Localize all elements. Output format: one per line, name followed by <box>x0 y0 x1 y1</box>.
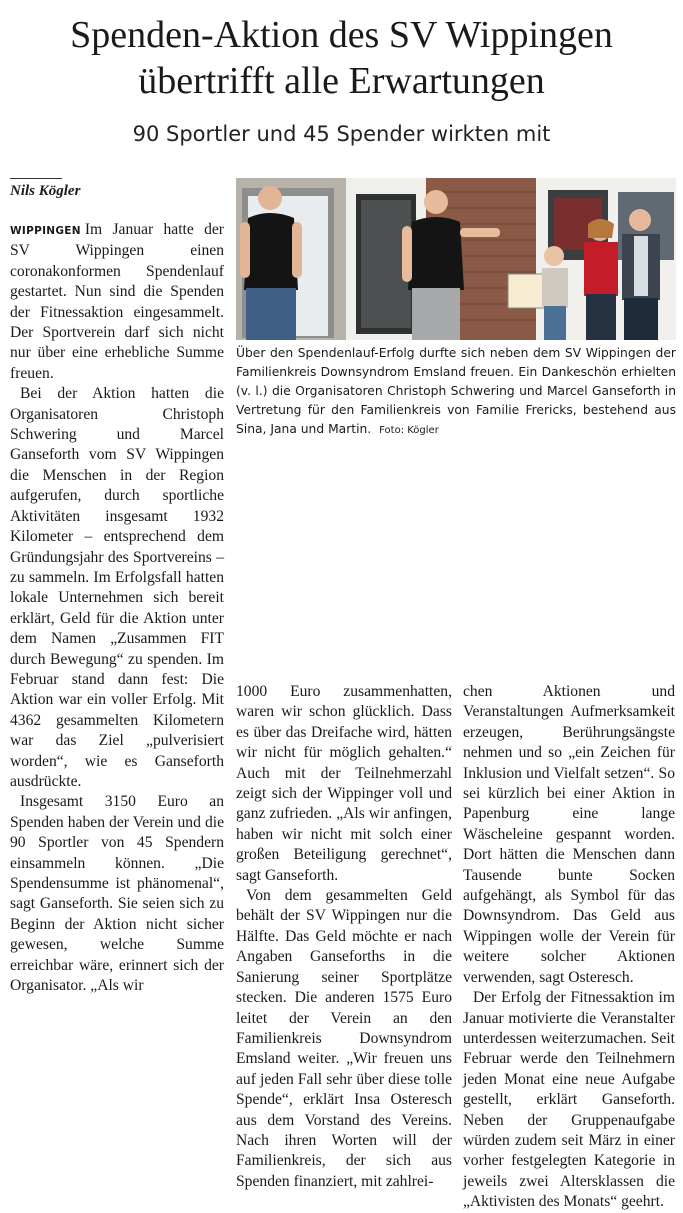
body-paragraph: Bei der Aktion hatten die Organisatoren Christoph Schwering und Marcel Ganseforth vom SV Wippingen die Menschen in der Region aufgerufen, durch sportliche Aktivitäten insgesamt 1932 Kilometer – entsprechend dem Gründungsjahr des Sportvereins – zu sammeln. Im Erfolgsfall hatten lokale Unternehmen sich bereit erklärt, Geld für die Aktion unter dem Namen „Zusammen FIT durch Bewegung“ zu spenden. Im Februar stand dann fest: Die Aktion war ein voller Erfolg. Mit 4362 gesammelten Kilometern war das Ziel „pulverisiert worden“, wie es Ganseforth ausdrückte. <box>10 385 224 790</box>
text-column-2 <box>236 682 452 1192</box>
body-paragraph: 1000 Euro zusammenhatten, waren wir schon glücklich. Dass es über das Dreifache wird, hätten wir nicht für möglich gehalten.“ Auch mit der Teilnehmerzahl zeigt sich der Wippinger voll und ganz zufrieden. „Als wir anfingen, haben wir nicht mit solch einer großen Beteiligung gerechnet“, sagt Ganseforth. <box>236 683 452 884</box>
headline <box>0 12 683 104</box>
body-paragraph: chen Aktionen und Veranstaltungen Aufmerksamkeit erzeugen, Berührungsängste nehmen und so „ein Zeichen für Inklusion und Vielfalt setzen“. So sei kürzlich bei einer Aktion in Papenburg eine lange Wäscheleine gespannt worden. Dort hätten die Menschen dann Tausende bunte Socken aufgehängt, als Symbol für das Downsyndrom. Das Geld aus Wippingen wolle der Verein für weitere solcher Aktionen verwenden, sagt Osteresch. <box>463 683 675 986</box>
subheadline: 90 Sportler und 45 Spender wirkten mit <box>132 122 551 146</box>
headline-line-2: übertrifft alle Erwartungen <box>138 60 545 102</box>
body-paragraph: Von dem gesammelten Geld behält der SV Wippingen nur die Hälfte. Das Geld möchte er nach Angaben Ganseforths in die Sanierung seiner Sportplätze stecken. Die anderen 1575 Euro leitet der Verein an den Familienkreis Downsyndrom Emsland weiter. „Wir freuen uns auf jeden Fall sehr über diese tolle Spende“, erklärt Insa Osteresch aus dem Vorstand des Vereins. Nach ihren Worten will der Familienkreis, der sich aus Spenden finanziert, mit zahlrei- <box>236 887 452 1190</box>
lead-paragraph <box>10 220 224 384</box>
lead-text: Im Januar hatte der SV Wippingen einen coronakonformen Spendenlauf gestartet. Nun sind die Spenden der Fitnessaktion eingesammelt. Der Sportverein darf sich nicht nur über eine erhebliche Summe freuen. <box>10 221 224 382</box>
photo-illustration <box>236 178 676 340</box>
caption-text: Über den Spendenlauf-Erfolg durfte sich neben dem SV Wippingen der Familienkreis Downsyndrom Emsland freuen. Ein Dankeschön erhielten (v. l.) die Organisatoren Christoph Schwering und Marcel Ganseforth in Vertretung für den Familienkreis von Familie Frericks, bestehend aus Sina, Jana und Martin. <box>236 346 676 436</box>
photo-caption <box>236 344 676 440</box>
body-paragraph: Insgesamt 3150 Euro an Spenden haben der Verein und die 90 Sportler von 45 Spendern einsammeln können. „Die Spendensumme ist phänomenal“, sagt Ganseforth. Sie seien sich zu Beginn der Aktion nicht sicher gewesen, welche Summe erreichbar wäre, erinnert sich der Organisator. „Als wir <box>10 793 224 995</box>
photo-credit: Foto: Kögler <box>379 425 439 436</box>
text-column-3 <box>463 682 675 1213</box>
body-paragraph: Der Erfolg der Fitnessaktion im Januar motivierte die Veranstalter unterdessen weiterzumachen. Seit Februar werde den Teilnehmern jeden Monat eine neue Aufgabe gestellt, erklärt Ganseforth. Neben der Gruppenaufgabe würden zudem seit März in einer vorher festgelegten Kategorie in jeweils zwei Altersklassen die „Aktivisten des Monats“ geehrt. <box>463 989 675 1211</box>
dateline: WIPPINGEN <box>10 225 81 237</box>
article-photo <box>236 178 676 340</box>
text-column-1 <box>10 220 224 996</box>
headline-line-1: Spenden-Aktion des SV Wippingen <box>70 14 613 56</box>
author-byline: Nils Kögler <box>10 183 81 199</box>
author-rule <box>10 178 62 179</box>
